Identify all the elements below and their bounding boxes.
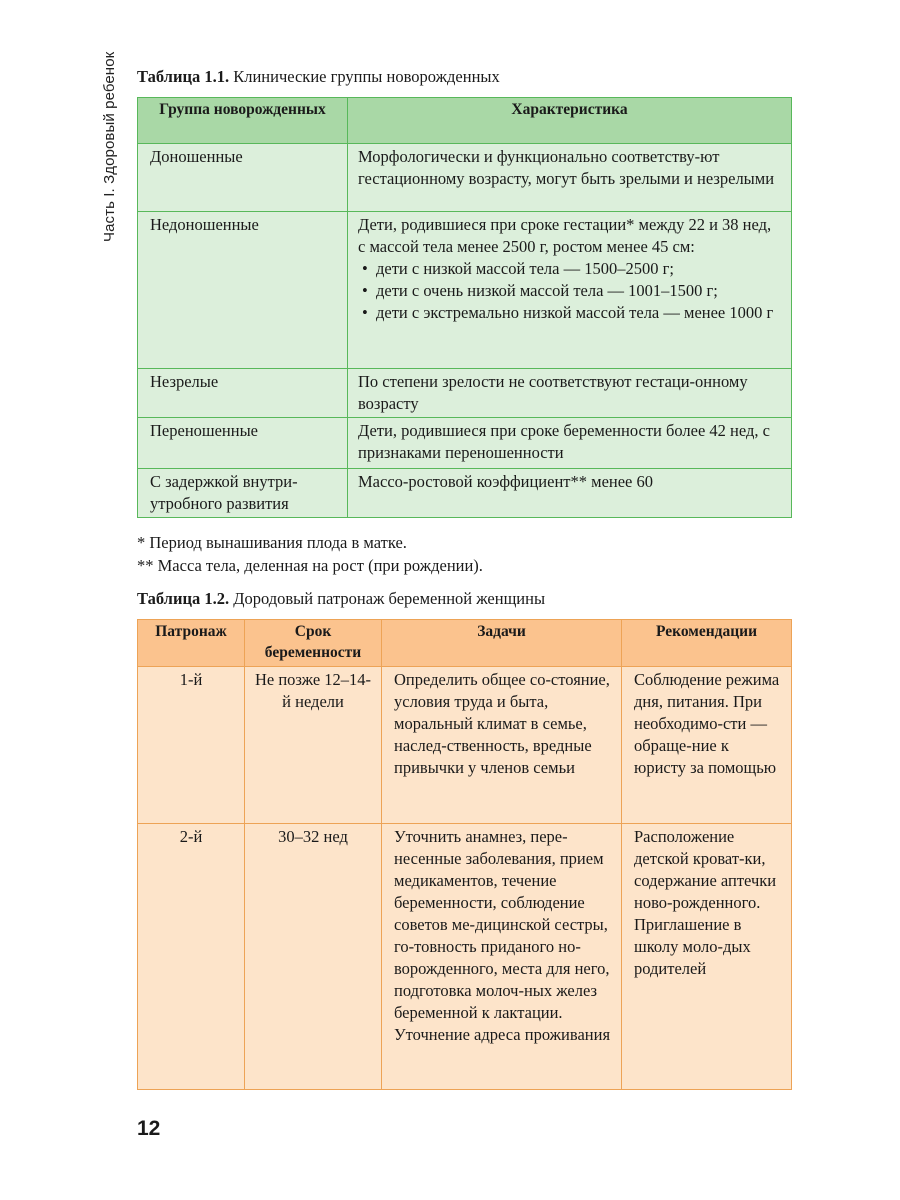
column-header-characteristic: Характеристика [348,98,792,144]
term-cell: 30–32 нед [245,824,382,1090]
table-row [138,212,792,369]
newborn-groups-table [137,97,792,518]
list-item: • дети с низкой массой тела — 1500–2500 г; [358,258,781,280]
column-header-recommendations: Рекомендации [622,620,792,667]
table-row [138,667,792,824]
column-header-group: Группа новорожденных [138,98,348,144]
recommendations-cell: Расположение детской кроват-ки, содержание аптечки ново-рожденного. Приглашение в школу моло-дых родителей [622,824,792,1090]
description-cell [348,212,792,369]
table-header-row [138,620,792,667]
table1-caption-title: Клинические группы новорожденных [229,67,500,86]
description-cell: Массо-ростовой коэффициент** менее 60 [348,469,792,518]
group-cell: Доношенные [138,144,348,212]
description-text: Дети, родившиеся при сроке гестации* между 22 и 38 нед, с массой тела менее 2500 г, ростом менее 45 см: [358,215,772,256]
term-cell: Не позже 12–14-й недели [245,667,382,824]
visit-cell: 2-й [138,824,245,1090]
description-cell: По степени зрелости не соответствуют гестаци-онному возрасту [348,369,792,418]
page-number: 12 [137,1117,161,1140]
visit-cell: 1-й [138,667,245,824]
footnote: ** Масса тела, деленная на рост (при рождении). [137,556,483,575]
table2-caption-title: Дородовый патронаж беременной женщины [229,589,546,608]
tasks-cell: Уточнить анамнез, пере-несенные заболевания, прием медикаментов, течение беременности, соблюдение советов ме-дицинской сестры, го-товность приданого но-ворожденного, места для него, подготовка молоч-ных желез беременной к лактации. Уточнение адреса проживания [382,824,622,1090]
list-item: • дети с очень низкой массой тела — 1001–1500 г; [358,280,781,302]
column-header-visit: Патронаж [138,620,245,667]
table-row [138,144,792,212]
table1-caption-number: Таблица 1.1. [137,67,230,86]
tasks-cell: Определить общее со-стояние, условия труда и быта, моральный климат в семье, наслед-ственность, вредные привычки у членов семьи [382,667,622,824]
table-row [138,418,792,469]
table1-caption [137,67,500,87]
footnote: * Период вынашивания плода в матке. [137,533,407,552]
column-header-tasks: Задачи [382,620,622,667]
prenatal-visits-table [137,619,792,1090]
table-row [138,369,792,418]
weight-bullet-list [358,258,781,324]
description-cell: Морфологически и функционально соответству-ют гестационному возрасту, могут быть зрелыми и незрелыми [348,144,792,212]
list-item: • дети с экстремально низкой массой тела — менее 1000 г [358,302,781,324]
group-cell: Незрелые [138,369,348,418]
table2-caption [137,589,545,609]
column-header-term: Срок беременности [245,620,382,667]
description-cell: Дети, родившиеся при сроке беременности более 42 нед, с признаками переношенности [348,418,792,469]
recommendations-cell: Соблюдение режима дня, питания. При необходимо-сти — обраще-ние к юристу за помощью [622,667,792,824]
group-cell: Переношенные [138,418,348,469]
chapter-side-label: Часть I. Здоровый ребенок [101,52,118,243]
group-cell: С задержкой внутри-утробного развития [138,469,348,518]
table-row [138,824,792,1090]
table-row [138,469,792,518]
table2-caption-number: Таблица 1.2. [137,589,230,608]
table-header-row [138,98,792,144]
group-cell: Недоношенные [138,212,348,369]
